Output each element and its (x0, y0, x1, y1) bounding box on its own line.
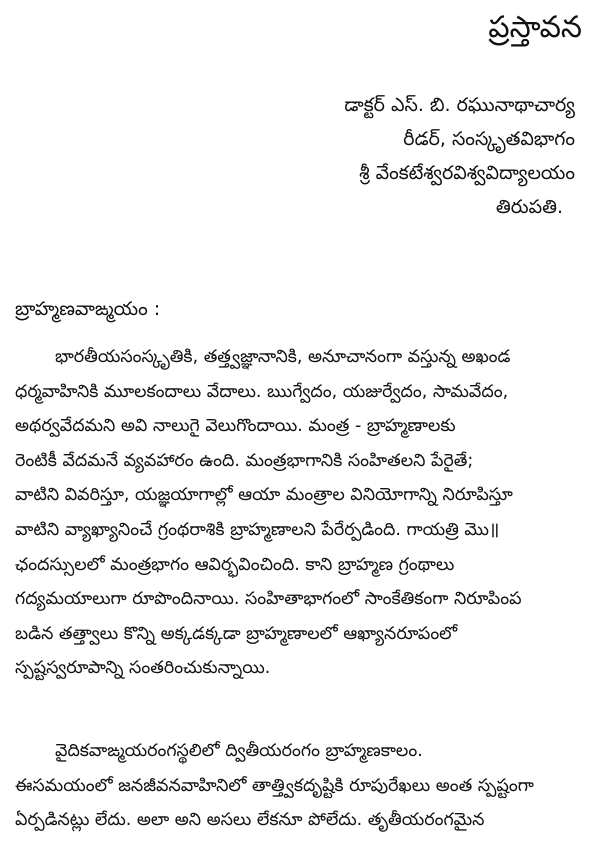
text-line: రెంటికీ వేదమనే వ్యవహారం ఉంది. మంత్రభాగానికి సంహితలని పేరైతే; (15, 450, 474, 471)
text-line: బడిన తత్త్వాలు కొన్ని అక్కడక్కడా బ్రాహ్మణాలలో ఆఖ్యానరూపంలో (15, 623, 458, 644)
author-name: డాక్టర్ ఎస్. బి. రఘునాథాచార్య (344, 94, 575, 116)
author-designation: రీడర్, సంస్కృతవిభాగం (403, 128, 575, 150)
text-line: ఈసమయంలో జనజీవనవాహినిలో తాత్త్వికదృష్టికి రూపురేఖలు అంత స్పష్టంగా (15, 775, 534, 796)
text-line: ధర్మవాహినికి మూలకందాలు వేదాలు. ఋగ్వేదం, యజుర్వేదం, సామవేదం, (15, 381, 509, 402)
page-title: ప్రస్తావన (488, 10, 582, 45)
paragraph-1 (15, 340, 590, 686)
section-heading: బ్రాహ్మణవాఙ్మయం : (15, 298, 161, 320)
text-line: వాటిని వ్యాఖ్యానించే గ్రంథరాశికి బ్రాహ్మణాలని పేరేర్పడింది. గాయత్రి మొ॥ (15, 519, 500, 540)
text-line: ఏర్పడినట్లు లేదు. అలా అని అసలు లేకనూ పోలేదు. తృతీయరంగమైన (15, 810, 485, 831)
text-line: గద్యమయాలుగా రూపొందినాయి. సంహితాభాగంలో సాంకేతికంగా నిరూపింప (15, 589, 522, 610)
author-block (344, 88, 575, 224)
author-city: తిరుపతి. (495, 196, 563, 218)
paragraph-2 (15, 734, 590, 838)
text-line: వైదికవాఙ్మయరంగస్థలిలో ద్వితీయరంగం బ్రాహ్మణకాలం. (55, 741, 423, 761)
text-line: స్పష్టస్వరూపాన్ని సంతరించుకున్నాయి. (15, 658, 271, 679)
author-institution: శ్రీ వేంకటేశ్వరవిశ్వవిద్యాలయం (359, 162, 575, 184)
text-line: భారతీయసంస్కృతికి, తత్త్వజ్ఞానానికి, అనూచానంగా వస్తున్న అఖండ (55, 347, 511, 367)
text-line: ఛందస్సులలో మంత్రభాగం ఆవిర్భవించింది. కాని బ్రాహ్మణ గ్రంథాలు (15, 554, 455, 575)
text-line: వాటిని వివరిస్తూ, యజ్ఞయాగాల్లో ఆయా మంత్రాల వినియోగాన్ని నిరూపిస్తూ (15, 485, 513, 506)
text-line: అథర్వవేదమని అవి నాలుగై వెలుగొందాయి. మంత్ర - బ్రాహ్మణాలకు (15, 416, 456, 437)
